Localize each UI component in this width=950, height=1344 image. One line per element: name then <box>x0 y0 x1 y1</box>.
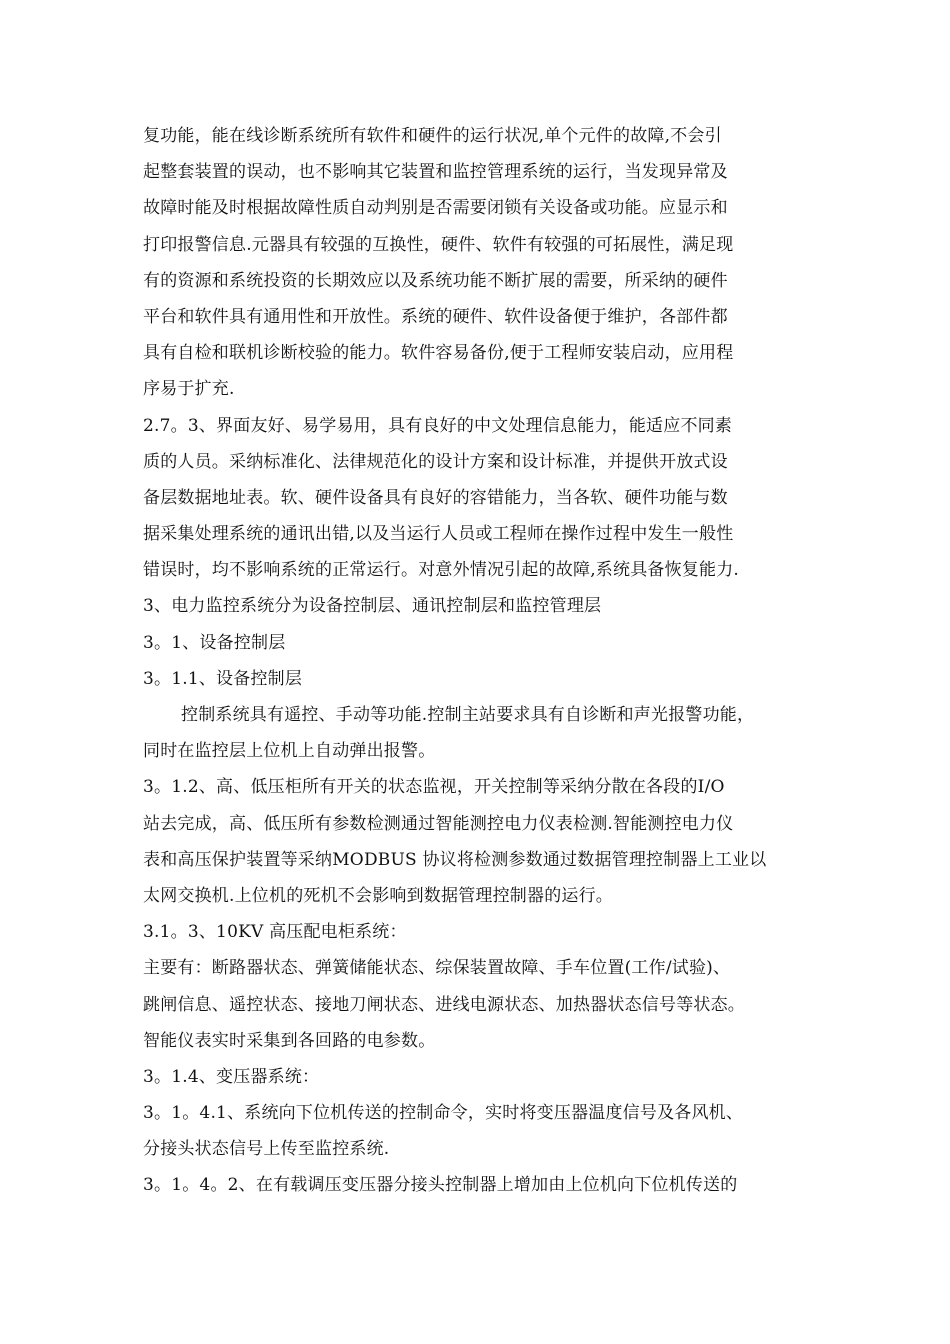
document-body <box>143 118 823 1204</box>
text-line: 起整套装置的误动，也不影响其它装置和监控管理系统的运行，当发现异常及 <box>143 162 728 183</box>
section-heading: 3。1.4、变压器系统： <box>143 1066 320 1087</box>
text-line: 打印报警信息.元器具有较强的互换性，硬件、软件有较强的可拓展性，满足现 <box>143 234 734 255</box>
text-line: 太网交换机.上位机的死机不会影响到数据管理控制器的运行。 <box>143 885 614 906</box>
text-line: 同时在监控层上位机上自动弹出报警。 <box>143 741 436 762</box>
text-line: 质的人员。采纳标准化、法律规范化的设计方案和设计标准，并提供开放式设 <box>143 451 728 472</box>
text-line: 错误时，均不影响系统的正常运行。对意外情况引起的故障,系统具备恢复能力. <box>143 560 740 581</box>
text-line: 3。1。4.1、系统向下位机传送的控制命令，实时将变压器温度信号及各风机、 <box>143 1103 744 1124</box>
text-line: 2.7。3、界面友好、易学易用，具有良好的中文处理信息能力，能适应不同素 <box>143 415 733 436</box>
section-heading: 3、电力监控系统分为设备控制层、通讯控制层和监控管理层 <box>143 596 602 617</box>
text-line: 主要有：断路器状态、弹簧储能状态、综保装置故障、手车位置(工作/试验)、 <box>143 958 731 979</box>
text-line: 故障时能及时根据故障性质自动判别是否需要闭锁有关设备或功能。应显示和 <box>143 198 728 219</box>
text-line: 控制系统具有遥控、手动等功能.控制主站要求具有自诊断和声光报警功能， <box>181 705 755 725</box>
section-heading: 3.1。3、10KV 高压配电柜系统： <box>143 922 407 943</box>
text-line: 分接头状态信号上传至监控系统. <box>143 1139 390 1160</box>
text-line: 智能仪表实时采集到各回路的电参数。 <box>143 1030 436 1051</box>
text-line: 备层数据地址表。软、硬件设备具有良好的容错能力，当各软、硬件功能与数 <box>143 487 728 508</box>
text-line: 3。1。4。2、在有载调压变压器分接头控制器上增加由上位机向下位机传送的 <box>143 1175 738 1196</box>
text-line: 有的资源和系统投资的长期效应以及系统功能不断扩展的需要，所采纳的硬件 <box>143 270 728 291</box>
text-line: 具有自检和联机诊断校验的能力。软件容易备份,便于工程师安装启动，应用程 <box>143 343 734 364</box>
text-line: 平台和软件具有通用性和开放性。系统的硬件、软件设备便于维护，各部件都 <box>143 306 728 327</box>
text-line: 序易于扩充. <box>143 379 235 400</box>
text-line: 站去完成，高、低压所有参数检测通过智能测控电力仪表检测.智能测控电力仪 <box>143 813 734 834</box>
text-line: 跳闸信息、遥控状态、接地刀闸状态、进线电源状态、加热器状态信号等状态。 <box>143 994 745 1015</box>
section-heading: 3。1.1、设备控制层 <box>143 668 303 689</box>
text-line: 3。1.2、高、低压柜所有开关的状态监视，开关控制等采纳分散在各段的I/O <box>143 777 725 798</box>
section-heading: 3。1、设备控制层 <box>143 632 286 653</box>
text-line: 据采集处理系统的通讯出错,以及当运行人员或工程师在操作过程中发生一般性 <box>143 524 734 545</box>
text-line: 表和高压保护装置等采纳MODBUS 协议将检测参数通过数据管理控制器上工业以 <box>143 849 767 870</box>
text-line: 复功能，能在线诊断系统所有软件和硬件的运行状况,单个元件的故障,不会引 <box>143 126 722 146</box>
